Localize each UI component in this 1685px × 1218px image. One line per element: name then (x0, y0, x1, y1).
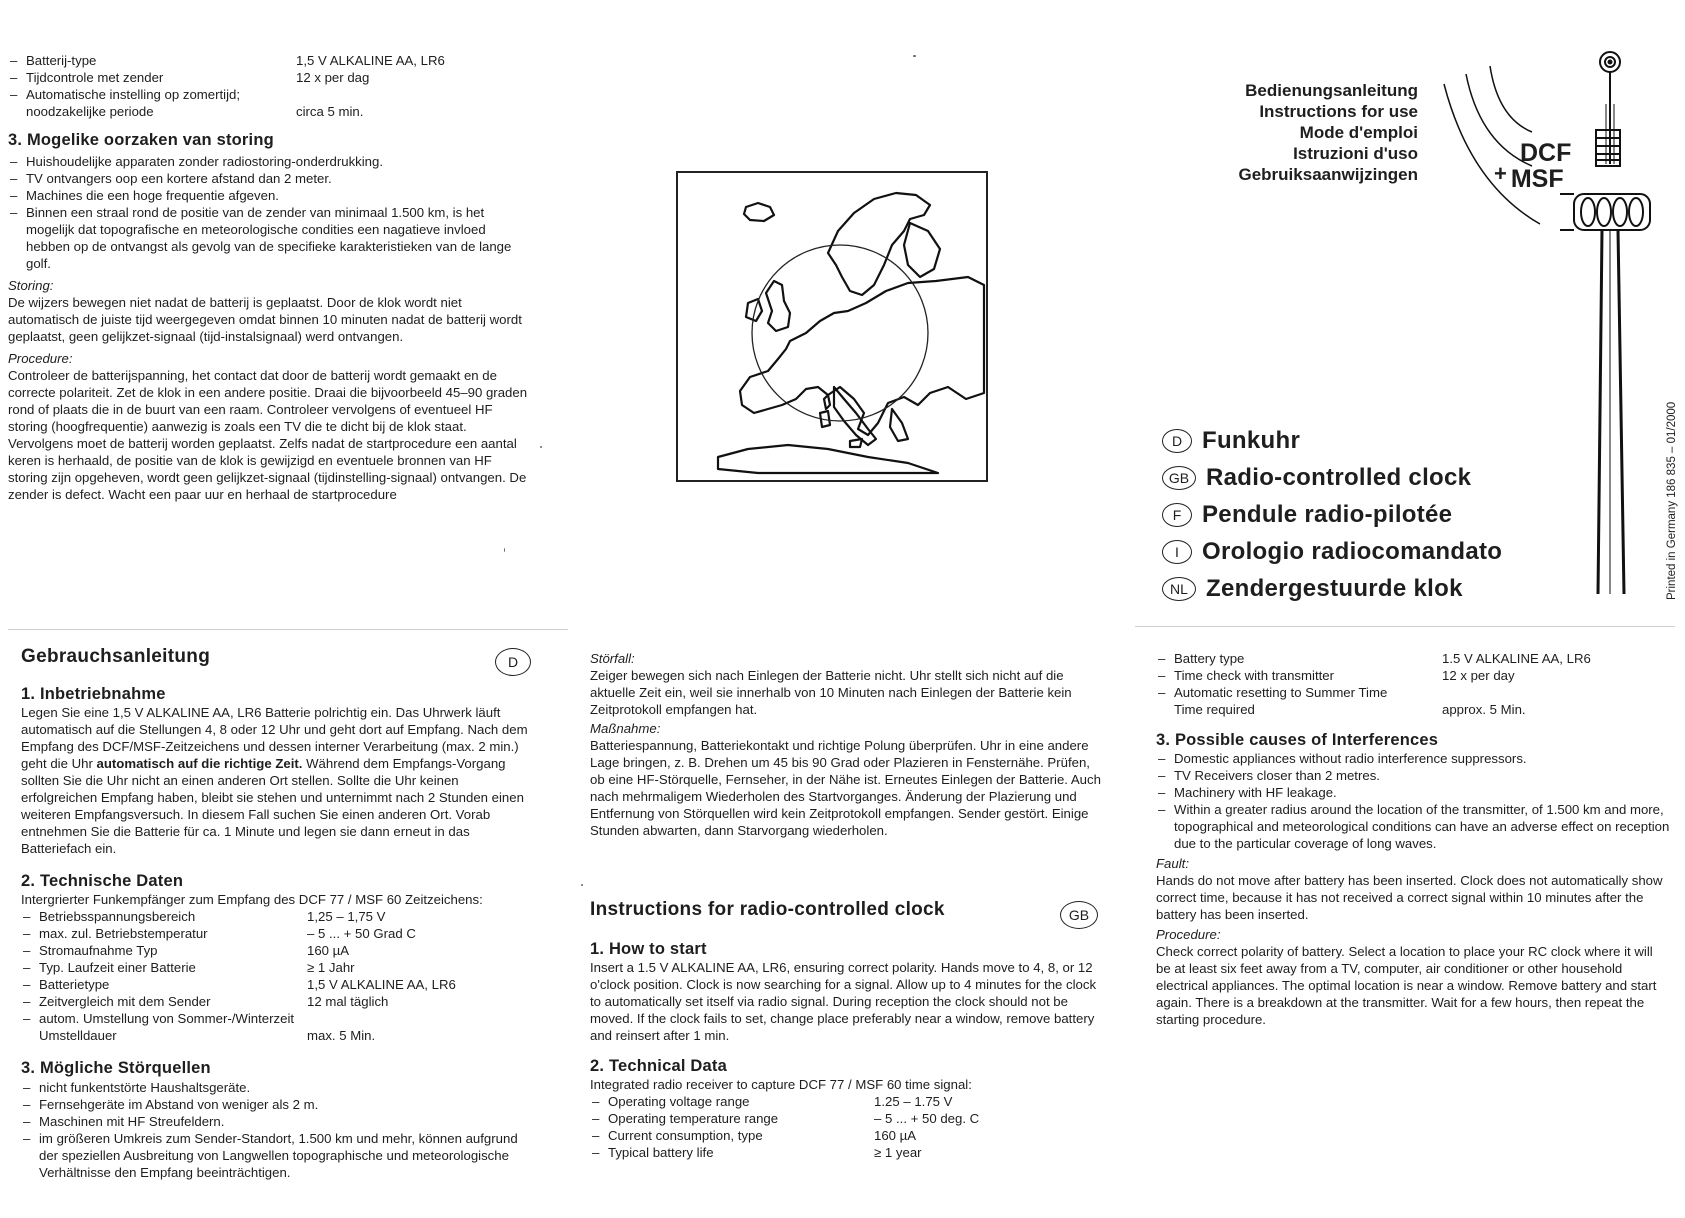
de-s1-text (21, 704, 535, 857)
gb-procedure-text: Check correct polarity of battery. Select a location to place your RC clock where it will be at least six feet away from a TV, computer, air conditioner or other household electrical appliances. The optimal location is near a window. Remove battery and start again. There is a breakdown at the transmitter. Wait for a few hours, then repeat the starting procedure. (1156, 944, 1657, 1027)
brand-block (1494, 139, 1572, 193)
language-row-fr (1162, 496, 1582, 533)
language-list (1162, 422, 1582, 607)
gb-procedure-label: Procedure: (1156, 927, 1221, 942)
cover-title-gb: Instructions for use (1259, 102, 1418, 121)
language-label: Radio-controlled clock (1206, 463, 1472, 491)
nl-spec-label: – Tijdcontrole met zender (8, 69, 163, 86)
finland-shape (904, 223, 940, 277)
language-row-gb (1162, 459, 1582, 496)
de-fault-label: Störfall: (590, 651, 635, 666)
list-item: – Huishoudelijke apparaten zonder radiostoring-onderdrukking. (8, 153, 528, 170)
gb-spec-label: – Current consumption, type (590, 1127, 763, 1144)
gb-spec-row (590, 1144, 1102, 1161)
europe-map-drawing (678, 173, 990, 484)
language-label: Funkuhr (1202, 426, 1301, 454)
de-spec-value: ≥ 1 Jahr (307, 960, 355, 975)
list-item: – Within a greater radius around the location of the transmitter, of 1.500 km and more, topographical and meteorological conditions can have an adverse effect on reception due to the particular coverage of long waves. (1156, 801, 1670, 852)
great-britain-shape (766, 281, 790, 331)
list-item: – Maschinen mit HF Streufeldern. (21, 1113, 535, 1130)
gb-spec-value: – 5 ... + 50 deg. C (874, 1111, 980, 1126)
continent-shape (740, 277, 984, 435)
de-causes-list (21, 1079, 535, 1181)
gb-spec-row (590, 1093, 1102, 1110)
gb-spec-value: ≥ 1 year (874, 1145, 922, 1160)
language-badge: NL (1162, 577, 1196, 601)
de-spec-row (21, 1010, 535, 1027)
nl-causes-heading: 3. Mogelike oorzaken van storing (8, 131, 274, 149)
greece-shape (890, 409, 908, 441)
nl-spec-value: circa 5 min. (296, 104, 364, 119)
gb-causes-list (1156, 750, 1670, 852)
gb-s3-heading: 3. Possible causes of Interferences (1156, 731, 1439, 749)
gb-spec-label: – Operating temperature range (590, 1110, 778, 1127)
gb-badge: GB (1060, 901, 1098, 929)
de-spec-label: – Betriebsspannungsbereich (21, 908, 195, 925)
de-spec-label: – Stromaufnahme Typ (21, 942, 158, 959)
nl-spec-row (8, 86, 528, 103)
scan-speck (913, 55, 916, 57)
de-spec-label: – Typ. Laufzeit einer Batterie (21, 959, 196, 976)
brand-plus: + (1494, 161, 1507, 186)
gb-s2-heading: 2. Technical Data (590, 1057, 727, 1075)
de-s3-heading: 3. Mögliche Störquellen (21, 1059, 211, 1077)
de-spec-row (21, 959, 535, 976)
nl-procedure-label: Procedure: (8, 351, 73, 366)
de-s1-text-b: Während dem Empfangs-Vorgang sollten Sie die Uhr nicht an einen anderen Ort stellen. Sollte die Uhr keinen erfolgreichen Empfang haben, bleibt sie stehen und unternimmt nach 2 Stunden einen weiteren Empfangsversuch. In diesem Fall suchen Sie einen anderen Ort. Vorab entnehmen Sie die Batterie für ca. 1 Minute und legen sie dann erneut in das Batteriefach ein. (21, 756, 524, 856)
scan-speck (581, 884, 583, 886)
list-item: – Domestic appliances without radio interference suppressors. (1156, 750, 1670, 767)
list-item: – Binnen een straal rond de positie van de zender van minimaal 1.500 km, is het mogelijk dat topografische en meteorologische condities een nagatieve invloed hebben op de ontvangst als gevolg van de specifieke karakteristieken van de lange golf. (8, 204, 528, 272)
de-badge: D (495, 648, 531, 676)
gb-cont-spec-list (1156, 650, 1670, 718)
nl-spec-row (8, 69, 528, 86)
fold-line (8, 629, 568, 630)
list-item: – TV ontvangers oop een kortere afstand dan 2 meter. (8, 170, 528, 187)
gb-cont-spec-value: approx. 5 Min. (1442, 702, 1526, 717)
de-spec-list (21, 908, 535, 1044)
cover-title-fr: Mode d'emploi (1299, 123, 1418, 142)
de-spec-row (21, 942, 535, 959)
language-label: Pendule radio-pilotée (1202, 500, 1453, 528)
language-label: Orologio radiocomandato (1202, 537, 1503, 565)
de-spec-value: 12 mal täglich (307, 994, 389, 1009)
de-title: Gebrauchsanleitung (21, 646, 211, 667)
gb-spec-list (590, 1093, 1102, 1161)
de-spec-value: max. 5 Min. (307, 1028, 376, 1043)
nl-spec-row (8, 103, 528, 120)
list-item: – nicht funkentstörte Haushaltsgeräte. (21, 1079, 535, 1096)
gb-spec-value: 1.25 – 1.75 V (874, 1094, 953, 1109)
gb-cont-spec-value: 1.5 V ALKALINE AA, LR6 (1442, 651, 1591, 666)
gb-cont-spec-label: – Automatic resetting to Summer Time (1156, 684, 1387, 701)
de-spec-row (21, 925, 535, 942)
de-measure-text: Batteriespannung, Batteriekontakt und richtige Polung überprüfen. Uhr in eine andere Lage bringen, z. B. Drehen um 45 bis 90 Grad oder Plazieren in Fensternähe. Prüfen, ob eine HF-Störquelle, Fernseher, in der Nähe ist. Erneutes Einlegen der Batterie. Auch nach mehrmaligem Wiederholen des Startvorganges. Änderung der Plazierung und Entfernung von Störquellen wird kein Zeitprotokoll empfangen. Sender gestört. Einige Stunden abwarten, dann Starvorgang wiederholen. (590, 738, 1101, 838)
corsica-shape (824, 395, 830, 409)
brand-msf: MSF (1510, 165, 1564, 193)
language-badge: GB (1162, 466, 1196, 490)
gb-cont-spec-label: – Time check with transmitter (1156, 667, 1334, 684)
brand-dcf: DCF (1520, 139, 1572, 167)
gb-spec-row (590, 1127, 1102, 1144)
scan-speck (504, 548, 505, 552)
de-measure-label: Maßnahme: (590, 721, 661, 736)
gb-cont-spec-row (1156, 667, 1670, 684)
gb-cont-spec-row (1156, 701, 1670, 718)
de-fault-text: Zeiger bewegen sich nach Einlegen der Batterie nicht. Uhr stellt sich nicht auf die aktuelle Zeit ein, weil sie innerhalb von 10 Minuten nach Einlegen der Batterie kein Zeitprotokoll empfangen hat. (590, 668, 1072, 717)
gb-cont-spec-row (1156, 650, 1670, 667)
de-spec-label: – max. zul. Betriebstemperatur (21, 925, 208, 942)
de-panel (21, 648, 535, 1181)
scandinavia-shape (828, 193, 930, 295)
gb-title: Instructions for radio-controlled clock (590, 899, 945, 920)
de-spec-value: – 5 ... + 50 Grad C (307, 926, 416, 941)
de-s2-intro: Intergrierter Funkempfänger zum Empfang des DCF 77 / MSF 60 Zeitzeichens: (21, 892, 483, 907)
gb-spec-value: 160 µA (874, 1128, 917, 1143)
language-badge: I (1162, 540, 1192, 564)
de-spec-label: – Zeitvergleich mit dem Sender (21, 993, 211, 1010)
language-badge: D (1162, 429, 1192, 453)
gb-fault-text: Hands do not move after battery has been inserted. Clock does not automatically show correct time, because it has not received a correct signal within 10 minutes after the battery has been inserted. (1156, 873, 1663, 922)
list-item: – Machines die een hoge frequentie afgeven. (8, 187, 528, 204)
gb-s2-intro: Integrated radio receiver to capture DCF 77 / MSF 60 time signal: (590, 1077, 972, 1092)
nl-spec-list (8, 52, 528, 120)
nl-spec-label: noodzakelijke periode (26, 104, 154, 119)
language-badge: F (1162, 503, 1192, 527)
sicily-shape (850, 439, 862, 447)
nl-spec-label: – Automatische instelling op zomertijd; (8, 86, 240, 103)
cover-title-it: Istruzioni d'uso (1293, 144, 1418, 163)
nl-panel (8, 52, 528, 503)
nl-spec-row (8, 52, 528, 69)
gb-spec-label: – Typical battery life (590, 1144, 714, 1161)
iceland-shape (744, 203, 774, 221)
gb-s1-heading: 1. How to start (590, 940, 707, 958)
gb-s1-text: Insert a 1.5 V ALKALINE AA, LR6, ensuring correct polarity. Hands move to 4, 8, or 12 o'clock position. Clock is now searching for a signal. Allow up to 4 minutes for the clock to automatically set itself via radio signal. During reception the clock should not be moved. If the clock fails to set, change place preferably near a window, remove battery and reinsert after 1 min. (590, 960, 1097, 1043)
de-spec-value: 160 µA (307, 943, 350, 958)
de-spec-row (21, 1027, 535, 1044)
nl-procedure-text: Controleer de batterijspanning, het contact dat door de batterij wordt gemaakt en de correcte polariteit. Zet de klok in een andere positie. Draai die bijvoorbeeld 45–90 graden rond of plaats die in de buurt van een raam. Controleer vervolgens of eventueel HF storing (hoogfrequentie) aanwezig is zoals een TV die te dicht bij de klok staat. Vervolgens moet de batterij worden geplaatst. Zelfs nadat de startprocedure een aantal keren is herhaald, de positie van de klok is gewijzigd en eventuele bronnen van HF storing zijn opgeheven, wordt geen gelijkzet-signaal (tijdinstelling-signaal) ontvangen. De zender is defect. Wacht een paar uur en herhaal de startprocedure (8, 368, 528, 502)
cover-title-de: Bedienungsanleitung (1245, 81, 1418, 100)
language-row-it (1162, 533, 1582, 570)
fold-line (1135, 626, 1675, 627)
list-item: – Machinery with HF leakage. (1156, 784, 1670, 801)
de-spec-label: – autom. Umstellung von Sommer-/Winterzeit (21, 1010, 294, 1027)
nl-spec-value: 12 x per dag (296, 70, 370, 85)
europe-map (676, 171, 988, 482)
de-s1-heading: 1. Inbetriebnahme (21, 685, 166, 703)
nl-causes-list (8, 153, 528, 272)
de-s1-text-bold: automatisch auf die richtige Zeit. (96, 756, 303, 771)
nl-spec-value: 1,5 V ALKALINE AA, LR6 (296, 53, 445, 68)
gb-fault-label: Fault: (1156, 856, 1189, 871)
gb-cont-spec-value: 12 x per day (1442, 668, 1515, 683)
gb-cont-spec-label: Time required (1174, 702, 1255, 717)
de-spec-value: 1,25 – 1,75 V (307, 909, 386, 924)
de-spec-label: Umstelldauer (39, 1028, 117, 1043)
gb-spec-row (590, 1110, 1102, 1127)
de-spec-row (21, 908, 535, 925)
language-row-nl (1162, 570, 1582, 607)
list-item: – Fernsehgeräte im Abstand von weniger als 2 m. (21, 1096, 535, 1113)
cover-title-nl: Gebruiksaanwijzingen (1238, 165, 1418, 184)
de-s1-text-a: Legen Sie eine 1,5 V ALKALINE AA, LR6 Batterie polrichtig ein. Das Uhrwerk läuft automatisch auf die Stellungen 4, 8 oder 12 Uhr und geht dort auf Empfang. Nach dem Empfang des DCF/MSF-Zeitzeichens und dessen interner Verarbeitung (max. 2 min.) geht die Uhr (21, 705, 528, 771)
gb-cont-spec-row (1156, 684, 1670, 701)
de-spec-row (21, 976, 535, 993)
de-spec-label: – Batterietype (21, 976, 109, 993)
north-africa-shape (718, 445, 938, 473)
gb-panel (1156, 650, 1670, 1028)
de-spec-row (21, 993, 535, 1010)
de-s2-heading: 2. Technische Daten (21, 872, 184, 890)
gb-spec-label: – Operating voltage range (590, 1093, 750, 1110)
cover-titles (1180, 80, 1418, 185)
language-row-de (1162, 422, 1582, 459)
nl-fault-label: Storing: (8, 278, 54, 293)
language-label: Zendergestuurde klok (1206, 574, 1463, 602)
list-item: – im größeren Umkreis zum Sender-Standort, 1.500 km und mehr, können aufgrund der speziellen Ausbreitung von Langwellen topographische und meteorologische Verhältnisse den Empfang beeinträchtigen. (21, 1130, 535, 1181)
list-item: – TV Receivers closer than 2 metres. (1156, 767, 1670, 784)
nl-fault-text: De wijzers bewegen niet nadat de batterij is geplaatst. Door de klok wordt niet automatisch de juiste tijd weergegeven omdat binnen 10 minuten nadat de batterij wordt geplaatst, geen gelijkzet-signaal (tijd-instalsignaal) werd ontvangen. (8, 295, 522, 344)
scan-speck (540, 446, 542, 448)
de-spec-value: 1,5 V ALKALINE AA, LR6 (307, 977, 456, 992)
nl-spec-label: – Batterij-type (8, 52, 96, 69)
gb-cont-spec-label: – Battery type (1156, 650, 1244, 667)
center-panel (590, 650, 1102, 1161)
print-note: Printed in Germany 186 835 – 01/2000 (1666, 401, 1678, 600)
